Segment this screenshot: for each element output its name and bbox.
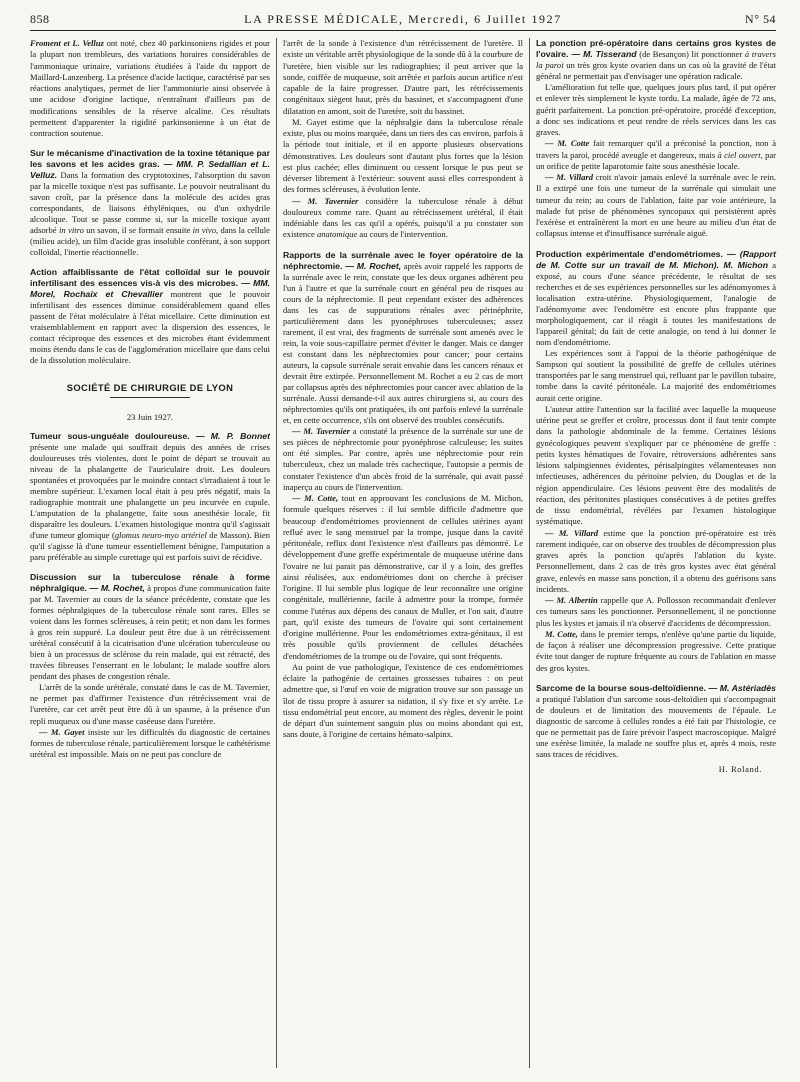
- heading-text: Rapports de la surrénale avec le foyer opératoire de la néphrectomie.: [283, 249, 523, 271]
- heading-text: Discussion sur la tuberculose rénale à forme néphralgique.: [30, 571, 270, 593]
- paragraph-text: ont noté, chez 40 parkinsoniens rigides et pour la plupart non trembleurs, des variations horaires considérables de l'ammoniaque urinaire, variations étudiées à l'aide du rapport de Maillard-Lanzenberg. La présence d'acide lactique, caractérisé par ses réactions analytiques, permet de lier l'ammoniurie ainsi observée à une acidose d'origine lactique, n'entraînant d'ailleurs pas de modifications sensibles de la réserve alcaline. Ces résultats permettent d'apparenter la rigidité parkinsonienne à un état de contraction soutenue.: [30, 38, 271, 138]
- paragraph-text: , par un orifice de petite laparotomie faite sous anesthésie locale.: [536, 149, 776, 171]
- journal-title: LA PRESSE MÉDICALE, Mercredi, 6 Juillet 1927: [244, 12, 562, 26]
- author-name: — M. Tavernier: [292, 425, 350, 436]
- article-heading: [536, 38, 776, 82]
- paragraph: Les expériences sont à l'appui de la théorie pathogénique de Sampson qui soutient la possibilité de greffe de cellules utérines transportées par le sang menstruel qui, refluant par le pavillon tubaire, tombe dans la cavité péritonéale. La majorité des endométriomes aurait cette origine.: [536, 347, 776, 403]
- author-name: — M. Gayet: [39, 726, 85, 737]
- italic-text: anatomique: [316, 229, 358, 240]
- paragraph-text: de Masson). Bien qu'il s'agisse là d'une tumeur essentiellement bénigne, l'amputation a paru préférable au simple curettage qui est parfois suivi de récidive.: [30, 529, 271, 562]
- paragraph-text: insiste sur les difficultés du diagnostic de certaines formes de tuberculose rénale, particulièrement lorsque le cathétérisme urétéral est impossible. Mais on ne peut pas conclure de: [30, 726, 270, 760]
- paragraph-text: tout en approuvant les conclusions de M. Michon, formule quelques réserves : il lui semble difficile d'admettre que beaucoup d'endométriomes proviennent de cellules utérines ayant reflué avec le sang menstruel par la trompe, jusque dans la cavité péritonéale, reflux dont l'existence n'est d'ailleurs pas démontré. Le développement d'une greffe expérimentale de muqueuse utérine dans l'ovaire ne lui parait pas démonstrative, car il y a loin, des greffes ainsi réalisées, aux endométriomes dont on cherche à préciser l'origine. Il lui semble plus logique de leur reconnaître une origine congénitale, mullérienne, facile à admettre pour la trompe, formée comme l'utérus aux dépens des canaux de Muller, et l'on sait, d'autre part, qu'il existe des tumeurs de l'ovaire qui sont certainement d'origine mullérienne. Pour les endométriomes extra-génitaux, il est très possible qu'ils proviennent de cellules détachées d'endométriomes de la trompe ou de l'ovaire, qui sont fréquents.: [283, 493, 523, 661]
- author-name: — M. P. Bonnet: [189, 430, 270, 441]
- session-date: 23 Juin 1927.: [126, 411, 174, 422]
- paragraph: [536, 172, 776, 240]
- paragraph-text: a constaté la présence de la surrénale sur une de ses pièces de néphrectomie pour pyonéphrose calculeuse; les suites ont été simples. Par contre, après une néphrectomie pour rein tuberculeux, chez un malade très cachectique, l'autopsie a permis de constater l'existence d'un abcès froid de la surrénale, qui avait passé inaperçu au cours de l'intervention.: [283, 425, 523, 492]
- author-name: — MM. P. Sedallian et L. Velluz.: [30, 159, 270, 181]
- issue-number: N° 54: [745, 12, 776, 26]
- italic-text: glomus neuro-myo artériel: [114, 529, 207, 540]
- paragraph-text: présente une malade qui souffrait depuis des années de crises douloureuses très violentes, dont le point de départ se trouvait au niveau de la phalangette de l'auriculaire droit. Les douleurs spontanées et provoquées par le moindre contact s'irradiaient à tout le membre supérieur. L'examen local était à peu près négatif, mais la radiographie montrait une phalangette un peu incurvée en cupule. L'amputation de la phalangette, faite sous anesthésie locale, fit disparaître les douleurs. L'examen histologique montra qu'il s'agissait d'une tumeur glomique (: [30, 441, 270, 540]
- author-name: — M. Villard: [545, 172, 593, 182]
- paragraph-text: au cours de l'intervention.: [357, 229, 448, 240]
- article-heading: [283, 250, 523, 426]
- author-name: — M. Villard: [545, 527, 599, 538]
- paragraph: L'auteur attire l'attention sur la facilité avec laquelle la muqueuse utérine peut se greffer et croître, processus dont il faut tenir compte dans la pathologie abdominale de la femme. Certaines lésions gynécologiques peuvent s'expliquer par ce phénomène de greffe : petits kystes hématiques de l'ovaire, rétroversions adhérentes sans lésions salpingiennes évidentes, périsalpingites vélamenteuses non infectieuses, adhérences du péritoine pelvien, du Douglas et de la région appendiculaire. Ces lésions peuvent être des modalités de réaction, des péritonites plastiques consécutives à de petites greffes de tissu endométrial, révélées par l'examen histologique systématique.: [536, 403, 776, 527]
- paragraph: [536, 629, 776, 674]
- page-header: [30, 8, 776, 31]
- paragraph-text: après avoir rappelé les rapports de la surrénale avec le rein, constate que les deux organes adhèrent peu l'un à l'autre et que la surrénale court en général peu de risques au cours de la néphrectomie. Il peut cependant exister des adhérences dans les cas de suppurations rénales avec périnéphrite, particulièrement dans les pyonéphroses tuberculeuses; assez rarement, il est vrai, des fragments de surrénale sont amenés avec le rein, la voie sous-capillaire permet d'éviter le danger. Mais ce danger est constant dans les néphrectomies pour cancer; pour certains auteurs, la capsule surrénale serait envahie dans les cancers rénaux et devrait être extirpée. Personnellement M. Rochet a eu 2 cas de mort par collapsus après des néphrectomies pour cancer avec ablation de la surrénale. Aussi demande-t-il aux autres chirurgiens si, au cours des néphrectomies qu'ils ont pratiquées, ils ont parfois enlevé la surrénale et, en cette occurrence, s'ils ont observé des troubles consécutifs.: [283, 260, 523, 425]
- article-heading: [30, 431, 270, 563]
- article-heading: [30, 572, 270, 682]
- author-name: — M. Astériadès: [705, 682, 777, 693]
- paragraph: L'arrêt de la sonde urétérale, constaté dans le cas de M. Tavernier, ne permet pas d'affirmer l'existence d'un rétrécissement vrai de l'uretère, car cet arrêt peut être dû à un spasme, à la présence d'un repli muqueux ou d'une masse caséeuse dans l'uretère.: [30, 681, 270, 726]
- author-name: — M. Tisserand: [568, 49, 637, 59]
- paragraph-text: considère la tuberculose rénale à début douloureux comme rare. Quant au rétrécissement urétéral, il était indéniable dans les cas qu'il a opérés, puisqu'il a pu constater son existence: [283, 195, 523, 240]
- author-name: — M. Tavernier: [292, 195, 359, 206]
- italic-text: à ciel ouvert: [717, 149, 761, 160]
- column-1: [30, 38, 270, 761]
- author-name: — MM. Morel, Rochaix et Chevallier: [30, 278, 270, 300]
- heading-text: Tumeur sous-unguéale douloureuse.: [30, 430, 190, 441]
- paragraph: [283, 426, 523, 494]
- column-divider: [276, 38, 277, 1068]
- divider: [110, 397, 190, 398]
- paragraph-text: a exposé, au cours d'une séance précédente, le résultat de ses recherches et de ses expériences personnelles sur les adénomyomes à localisation extra-utérine. Physiologiquement, l'analogie de l'adénomyome avec l'endomètre est encore plus frappante que morphologiquement, car il réagit à toutes les manifestations de l'appareil génital; du fait de cette analogie, on tend à lui donner le nom d'endométriome.: [536, 259, 776, 347]
- paragraph: Au point de vue pathologique, l'existence de ces endométriomes éclaire la pathogénie de certaines grossesses tubaires : on peut admettre que, si l'œuf en voie de migration trouve sur son passage un îlot de tissu propre à assurer sa nidation, il s'y fixe et s'y arrête. Le tissu endométrial peut encore, au moment des règles, devenir le point de départ d'un suintement sanguin plus ou moins abondant qui est, sans doute, à l'origine de certains hémato-salpinx.: [283, 661, 523, 740]
- italic-text: in vivo: [192, 225, 216, 236]
- article-heading: [536, 249, 776, 348]
- author-name: — M. Rochet,: [342, 260, 402, 271]
- paragraph: [283, 493, 523, 662]
- paragraph-text: dans le premier temps, n'enlève qu'une partie du liquide, de façon à réaliser une décompression progressive. Cette pratique évite tout danger de rupture fréquente au cours de l'ablation en masse des gros kystes.: [536, 628, 776, 673]
- heading-text: Action affaiblissante de l'état colloïdal sur le pouvoir infertilisant des essences vis-à vis des microbes.: [30, 267, 270, 289]
- paragraph-text: a pratiqué l'ablation d'un sarcome sous-deltoïdien qui s'accompagnait de douleurs et de limitation des mouvements de l'épaule. Le diagnostic de sarcome à cellules rondes a été fait par l'histologie, ce que ne permettait pas de faire prévoir l'aspect macroscopique. Malgré une exérèse limitée, la malade ne souffre plus et, après 4 mois, reste sans traces de récidives.: [536, 693, 776, 759]
- signature: H. Roland.: [718, 763, 762, 774]
- paragraph-text: à propos d'une communication faite par M. Tavernier au cours de la séance précédente, constate que les formes néphralgiques de la tuberculose rénale sont rares. Elles se voient dans les formes sclèreuses, à rein petit; et non dans les formes à gros rein suppuré. La douleur peut être due à un rétrécissement urétéral consécutif à la cicatrisation d'une ulcération tuberculeuse ou bien à un processus de sclérose du rein malade, qui est rétracté, des travées fibreuses l'enserrant en le lobulant; le malade souffre alors pendant des phases de congestion rénale.: [30, 582, 271, 681]
- paragraph-text: un très gros kyste ovarien dans un cas où la gravité de l'état général ne permettait pas d'envisager une opération radicale.: [536, 60, 776, 81]
- author-name: — M. Rochet,: [86, 582, 145, 593]
- paragraph-text: , dans la cellule (milieu acide), un film d'acide gras insoluble conférant, à son support colloïdal, l'inertie réactionnelle.: [30, 225, 270, 258]
- paragraph: l'arrêt de la sonde à l'existence d'un rétrécissement de l'uretère. Il existe un véritable arrêt physiologique de la sonde dû à la courbure de l'uretère, bien visible sur les radiographies; il peut arriver que la sonde, coiffée de muqueuse, soit arrêtée et parfois aucun artifice n'est capable de la faire progresser. D'autre part, les rétrécissements congénitaux siègent haut, près du bassinet, et s'accompagnent d'une dilatation en amont, soit de l'uretère, soit du bassinet.: [283, 38, 523, 116]
- article-heading: [30, 267, 270, 366]
- paragraph: [30, 727, 270, 761]
- author-name: — M. Cotte: [545, 138, 590, 149]
- paragraph: [283, 196, 523, 241]
- society-heading: SOCIÉTÉ DE CHIRURGIE DE LYON: [66, 382, 234, 394]
- paragraph: L'amélioration fut telle que, quelques jours plus tard, il put opérer et enlever très simplement le kyste tordu. La malade, âgée de 72 ans, guérit parfaitement. La ponction pré-opératoire, procédé d'exception, a donc ses indications et peut rendre de réels services dans les cas graves.: [536, 82, 776, 137]
- paragraph: [536, 595, 776, 629]
- italic-text: à travers la paroi: [536, 49, 776, 70]
- paragraph-text: montrent que le pouvoir infertilisant des essences diminue considérablement quand elles passent de l'état moléculaire à l'état micellaire. Cette diminution est vraisemblablement en rapport avec la dispersion des essences, le contact réciproque des essences et des microbes étant évidemment moins étendu dans le cas de l'agglomération micellaire que dans celui de la dissolution moléculaire.: [30, 289, 270, 366]
- column-2: [283, 38, 523, 741]
- column-divider: [529, 38, 530, 1068]
- heading-text: Sur le mécanisme d'inactivation de la toxine tétanique par les savons et les acides gras.: [30, 148, 270, 170]
- italic-text: in vitro: [59, 225, 84, 236]
- author-name: — M. Albertin: [545, 595, 598, 605]
- heading-text: Production expérimentale d'endométriomes.: [536, 248, 723, 259]
- paragraph: [536, 528, 776, 596]
- paragraph: M. Gayet estime que la néphralgie dans la tuberculose rénale existe, plus ou moins marquée, dans un tiers des cas environ, parfois à la période tout initiale, et il en apporte plusieurs observations démonstratives. Les douleurs sont d'autant plus fortes que la lésion est plus cachée; elles diminuent ou cessent lorsque le pus peut se déverser librement à l'extérieur: souvent aussi elles correspondent à des formes scléreuses, à évolution lente.: [283, 116, 523, 195]
- article-heading: [536, 683, 776, 760]
- paragraph-text: fait remarquer qu'il a préconisé la ponction, non à travers la paroi, procédé aveugle et dangereux, mais: [536, 138, 776, 160]
- paragraph: [30, 38, 270, 139]
- paragraph: [536, 138, 776, 172]
- author-name: M. Cotte,: [545, 628, 578, 639]
- paragraph-text: (de Besançon) lit ponctionner: [636, 49, 745, 59]
- paragraph-text: croit n'avoir jamais enlevé la surrénale avec le rein. Il a extirpé une fois une tumeur de la surrénale qui simulait une tumeur du rein; au cours de l'ablation, faite par voie antérieure, la malade fut prise de phénomènes syncopaux qui persistèrent après l'exérèse et entraînèrent la mort en une heure au milieu d'un état de collapsus intense et d'insuffisance surrénale aiguë.: [536, 172, 776, 239]
- paragraph-text: Dans la formation des cryptotoxines, l'absorption du savon par la micelle toxique n'est pas suffisante. Le pouvoir neutralisant du savon croît, par la présence dans la molécule des acides gras correspondants, de liaisons éthyléniques, ou d'un oxhydrile alcoolique. Tout se passe comme si, sur la micelle toxique ayant adsorbé: [30, 170, 270, 236]
- article-heading: [30, 148, 270, 258]
- paragraph-text: rappelle que A. Pollosson recommandait d'enlever ces tumeurs sans les ponctionner. Personnellement, il ne ponctionne plus les kystes et jamais il n'a observé d'accidents de décompression.: [536, 595, 776, 628]
- paragraph-text: estime que la ponction pré-opératoire est très rarement indiquée, car on observe des troubles de décompression plus graves après la ponction qu'après l'ablation du kyste. Personnellement, dans 2 cas de très gros kystes avec état général grave, enlevés en masse sans ponction, il a obtenu des guérisons sans incidents.: [536, 527, 776, 594]
- heading-subtitle: — (Rapport de M. Cotte sur un travail de M. Michon).: [536, 248, 776, 270]
- page-number: 858: [30, 12, 50, 26]
- heading-text: La ponction pré-opératoire dans certains gros kystes de l'ovaire.: [536, 38, 776, 59]
- author-name: — M. Cotte,: [292, 493, 339, 503]
- column-3: [536, 38, 776, 775]
- paragraph-text: un savon, il se formait ensuite: [83, 225, 193, 236]
- author-name: Froment et L. Velluz: [30, 38, 104, 48]
- author-name: M. Michon: [719, 259, 768, 270]
- heading-text: Sarcome de la bourse sous-deltoïdienne.: [536, 682, 706, 693]
